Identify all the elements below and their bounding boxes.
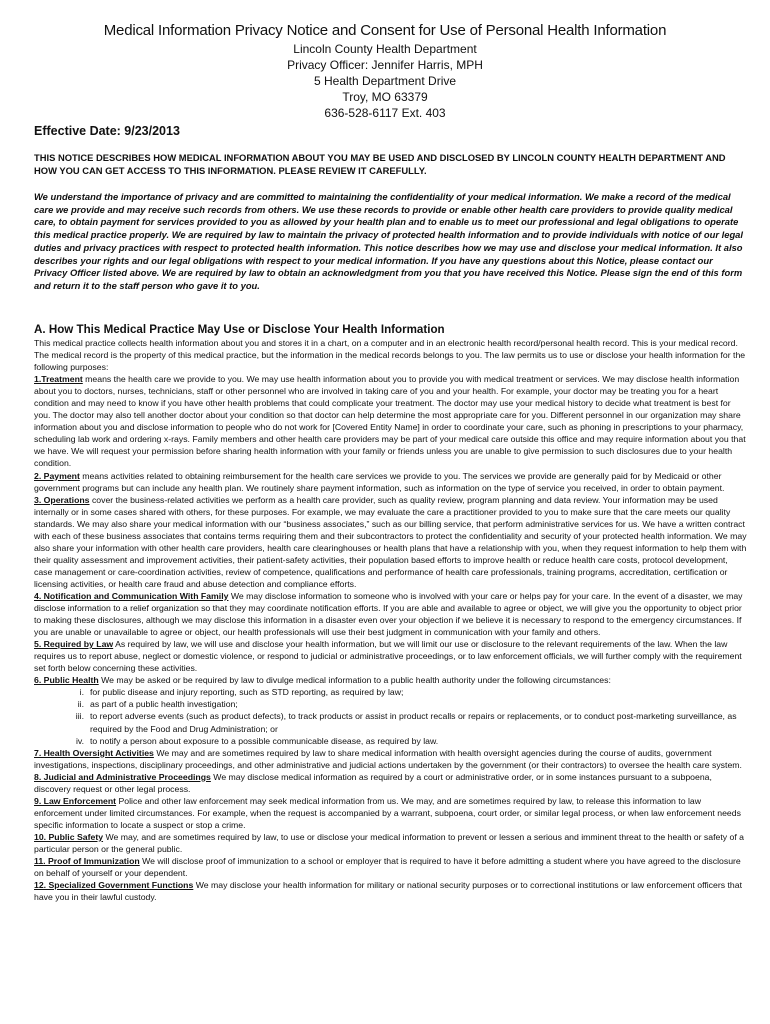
item-public-health [34,674,748,686]
item-payment [34,470,748,494]
item-text: We may, and are sometimes required by law, to use or disclose your medical information to prevent or lessen a serious and imminent threat to the health or safety of a particular person or the general public. [34,831,744,854]
item-judicial-proceedings [34,771,748,795]
item-public-safety [34,831,748,855]
item-label: 11. Proof of Immunization [34,856,140,867]
item-text: We will disclose proof of immunization to a school or employer that is required to have it before admitting a student where you have agreed to the disclosure on behalf of yourself or your dependent. [34,856,741,879]
city-state-zip: Troy, MO 63379 [342,90,428,104]
item-text: As required by law, we will use and disclose your health information, but we will limit our use or disclosure to the relevant requirements of the law. When the law requires us to report abuse, neglect or domestic violence, or respond to judicial or administrative proceedings, or to law enforcement officials, we will further comply with the requirement set forth below concerning these activities. [34,639,742,674]
item-label: 6. Public Health [34,675,99,686]
organization-name: Lincoln County Health Department [293,42,477,56]
item-label: 5. Required by Law [34,639,114,650]
list-item [74,698,748,710]
item-text: We may be asked or be required by law to divulge medical information to a public health authority under the following circumstances: [98,675,611,686]
item-label: 9. Law Enforcement [34,795,117,806]
list-text: for public disease and injury reporting, such as STD reporting, as required by law; [90,687,404,698]
item-text: We may and are sometimes required by law to share medical information with health oversight agencies during the course of audits, government investigations, inspections, disciplinary proceedings, and other administrative and judicial actions undertaken by the government (or their contractors) to oversee the health care system. [34,747,742,770]
notice-statement: THIS NOTICE DESCRIBES HOW MEDICAL INFORMATION ABOUT YOU MAY BE USED AND DISCLOSED BY LINCOLN COUNTY HEALTH DEPARTMENT AND HOW YOU CAN GET ACCESS TO THIS INFORMATION. PLEASE REVIEW IT CAREFULLY. [34,152,726,176]
item-law-enforcement [34,795,748,831]
item-label: 8. Judicial and Administrative Proceedings [34,771,211,782]
item-text: Police and other law enforcement may seek medical information from us. We may, and are sometimes required by law, to release this information to law enforcement under limited circumstances. For example, when the request is accompanied by a warrant, subpoena, court order, or similar legal process, or when law enforcement needs specific information to locate a suspect or stop a crime. [34,795,741,830]
item-label: 3. Operations [34,494,90,505]
phone-number: 636-528-6117 Ext. 403 [324,106,446,120]
item-label: 2. Payment [34,470,80,481]
list-number: ii. [77,699,84,710]
list-number: i. [79,687,84,698]
item-label: 1.Treatment [34,374,83,385]
section-a-body [34,337,748,903]
item-treatment [34,373,748,469]
item-text: means activities related to obtaining reimbursement for the health care services we provide to you. The services we provide are generally paid for by Medicaid or other government programs but can include any health plan. We routinely share payment information, such as information on the type of service you received, in order to obtain payment. [34,470,725,493]
list-item [74,710,748,734]
item-text: We may disclose information to someone who is involved with your care or helps pay for your care. In the event of a disaster, we may disclose information to a relief organization so that they may coordinate notification efforts. If you are able and available to agree or object, we will give you the opportunity to object prior to making these disclosures, although we may disclose this information in a disaster even over your objection if we believe it is necessary to respond to the emergency circumstances. If you are unable or unavailable to agree or object, our health professionals will use their best judgment in communication with your family and others. [34,590,743,638]
list-number: iii. [75,711,84,722]
item-label: 7. Health Oversight Activities [34,747,154,758]
item-government-functions [34,879,748,903]
section-a-intro: This medical practice collects health information about you and stores it in a chart, on a computer and in an electronic health record/personal health record. This is your medical record. The medical record is the property of this medical practice, but the information in the medical records belongs to you. The law permits us to use or disclose your health information for the following purposes: [34,338,746,373]
effective-date: Effective Date: 9/23/2013 [34,124,180,138]
list-item [74,735,748,747]
item-text: We may disclose your health information for military or national security purposes or to correctional institutions or law enforcement officers that have you in their lawful custody. [34,880,742,903]
item-label: 10. Public Safety [34,831,104,842]
list-number: iv. [75,735,84,746]
list-text: to report adverse events (such as product defects), to track products or assist in product recalls or repairs or replacements, or to conduct post-marketing surveillance, as required by the Food and Drug Administration; or [90,711,737,734]
list-text: to notify a person about exposure to a possible communicable disease, as required by law. [90,735,439,746]
section-a-heading: A. How This Medical Practice May Use or Disclose Your Health Information [34,323,445,336]
public-health-list [34,686,748,746]
intro-paragraph: We understand the importance of privacy and are committed to maintaining the confidentiality of your medical information. We make a record of the medical care we provide and may receive such records from others. We use these records to provide or enable other health care providers to provide quality medical care, to obtain payment for services provided to you as allowed by your health plan and to enable us to meet our professional and legal obligations to operate this medical practice properly. We are required by law to maintain the privacy of protected health information and to provide individuals with notice of our legal duties and privacy practices with respect to protected health information. This notice describes how we may use and disclose your medical information. It also describes your rights and our legal obligations with respect to your medical information. If you have any questions about this Notice, please contact our Privacy Officer listed above. We are required by law to obtain an acknowledgment from you that you have received this Notice. Please sign the end of this form and return it to the staff person who gave it to you. [34,191,743,291]
document-title: Medical Information Privacy Notice and Consent for Use of Personal Health Information [103,22,667,39]
item-label: 12. Specialized Government Functions [34,880,194,891]
list-text: as part of a public health investigation; [90,699,238,710]
item-notification [34,590,748,638]
item-label: 4. Notification and Communication With Family [34,590,229,601]
item-text: cover the business-related activities we perform as a health care provider, such as quality review, program planning and data review. Your information may be used internally or in some cases shared with others, for these purposes. For example, we may evaluate the care a practitioner provided to you to make sure that the care meets our quality standards. We may also share your medical information with our “business associates,” such as our billing service, that perform administrative services for us. We have a written contract with each of these business associates that contains terms requiring them and their subcontractors to protect the confidentiality and security of your protected health information. We may also share your information with other health care providers, health care clearinghouses or health plans that have a relationship with you, when they request information to help them with their quality assessment and improvement activities, their patient-safety activities, their population based efforts to improve health or reduce health care costs, protocol development, case management or care-coordination activities, review of competence, qualifications and performance of health care professionals, training programs, accreditation, certification or licensing activities, or health care fraud and abuse detection and compliance efforts. [34,494,747,589]
privacy-officer: Privacy Officer: Jennifer Harris, MPH [287,58,483,72]
item-text: We may disclose medical information as required by a court or administrative order, or in some instances pursuant to a subpoena, discovery request or other legal process. [34,771,712,794]
item-health-oversight [34,747,748,771]
item-text: means the health care we provide to you. We may use health information about you to provide you with medical treatment or services. We may disclose health information about you to doctors, nurses, technicians, staff or other personnel who are involved in taking care of you and your health. For example, your doctor may be treating you for a heart condition and may need to know if you have other health problems that could complicate your treatment. The doctor may use your medical history to decide what treatment is best for you. The doctor may also tell another doctor about your condition so that doctor can help determine the most appropriate care for you. Different personnel in our organization may share information about you and disclose information to people who do not work for [Covered Entity Name] in order to coordinate your care, such as phoning in prescriptions to your pharmacy, scheduling lab work and ordering x-rays. Family members and other health care providers may be part of your medical care outside this office and may require information about you that we have. We will request your permission before sharing health information with your family or friends unless you are unable to give permission to such disclosures due to your health condition. [34,374,746,469]
item-proof-of-immunization [34,855,748,879]
item-operations [34,494,748,590]
street-address: 5 Health Department Drive [313,74,457,88]
item-required-by-law [34,638,748,674]
list-item [74,686,748,698]
